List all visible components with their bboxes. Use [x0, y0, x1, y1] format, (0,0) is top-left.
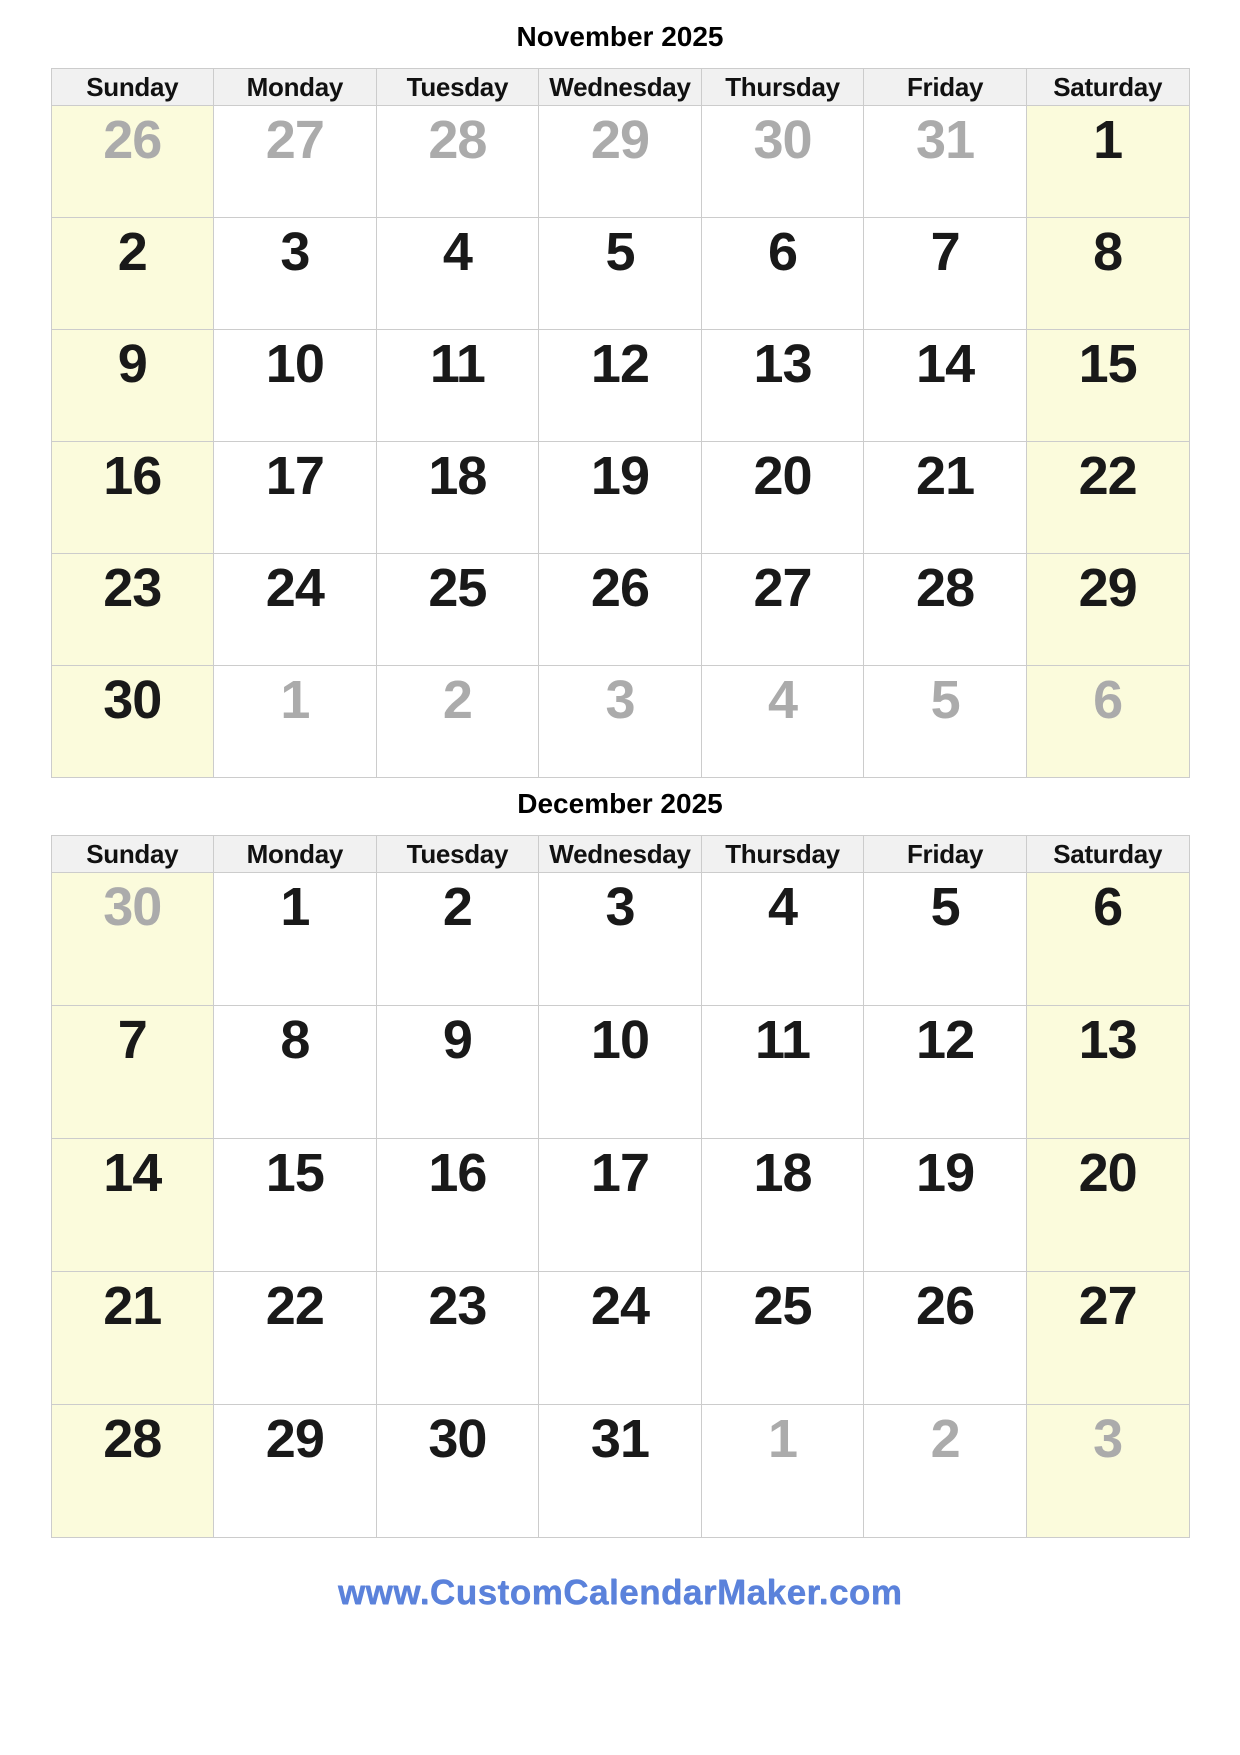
date-cell: 8 — [1026, 218, 1189, 330]
date-cell: 30 — [51, 873, 214, 1006]
date-cell: 14 — [864, 330, 1027, 442]
date-cell: 30 — [51, 666, 214, 778]
date-cell: 6 — [1026, 873, 1189, 1006]
date-cell: 7 — [864, 218, 1027, 330]
date-cell: 24 — [539, 1272, 702, 1405]
day-header-monday: Monday — [214, 69, 377, 106]
date-cell: 22 — [1026, 442, 1189, 554]
day-header-row — [51, 69, 1189, 106]
month-title-december: December 2025 — [517, 788, 723, 819]
date-cell: 4 — [376, 218, 539, 330]
date-cell: 3 — [539, 873, 702, 1006]
day-header-tuesday: Tuesday — [376, 836, 539, 873]
date-cell: 11 — [376, 330, 539, 442]
date-cell: 1 — [701, 1405, 864, 1538]
week-row — [51, 442, 1189, 554]
date-cell: 30 — [376, 1405, 539, 1538]
week-row — [51, 1139, 1189, 1272]
day-header-friday: Friday — [864, 836, 1027, 873]
date-cell: 10 — [539, 1006, 702, 1139]
date-cell: 19 — [864, 1139, 1027, 1272]
date-cell: 1 — [214, 666, 377, 778]
date-cell: 16 — [51, 442, 214, 554]
date-cell: 11 — [701, 1006, 864, 1139]
week-row — [51, 873, 1189, 1006]
date-cell: 18 — [376, 442, 539, 554]
date-cell: 17 — [539, 1139, 702, 1272]
day-header-monday: Monday — [214, 836, 377, 873]
week-row — [51, 330, 1189, 442]
date-cell: 4 — [701, 666, 864, 778]
date-cell: 21 — [864, 442, 1027, 554]
date-cell: 16 — [376, 1139, 539, 1272]
date-cell: 15 — [1026, 330, 1189, 442]
date-cell: 6 — [1026, 666, 1189, 778]
date-cell: 20 — [701, 442, 864, 554]
date-cell: 26 — [539, 554, 702, 666]
date-cell: 3 — [214, 218, 377, 330]
date-cell: 5 — [539, 218, 702, 330]
date-cell: 23 — [376, 1272, 539, 1405]
date-cell: 2 — [51, 218, 214, 330]
week-row — [51, 1272, 1189, 1405]
date-cell: 2 — [864, 1405, 1027, 1538]
day-header-friday: Friday — [864, 69, 1027, 106]
december-calendar — [0, 778, 1240, 1538]
date-cell: 15 — [214, 1139, 377, 1272]
date-cell: 7 — [51, 1006, 214, 1139]
date-cell: 31 — [864, 106, 1027, 218]
date-cell: 13 — [1026, 1006, 1189, 1139]
day-header-tuesday: Tuesday — [376, 69, 539, 106]
date-cell: 12 — [864, 1006, 1027, 1139]
week-row — [51, 554, 1189, 666]
date-cell: 10 — [214, 330, 377, 442]
date-cell: 22 — [214, 1272, 377, 1405]
day-header-sunday: Sunday — [51, 836, 214, 873]
date-cell: 20 — [1026, 1139, 1189, 1272]
date-cell: 24 — [214, 554, 377, 666]
day-header-sunday: Sunday — [51, 69, 214, 106]
date-cell: 18 — [701, 1139, 864, 1272]
date-cell: 8 — [214, 1006, 377, 1139]
date-cell: 29 — [539, 106, 702, 218]
date-cell: 27 — [1026, 1272, 1189, 1405]
date-cell: 25 — [701, 1272, 864, 1405]
date-cell: 26 — [51, 106, 214, 218]
date-cell: 27 — [214, 106, 377, 218]
date-cell: 5 — [864, 873, 1027, 1006]
date-cell: 27 — [701, 554, 864, 666]
date-cell: 4 — [701, 873, 864, 1006]
date-cell: 6 — [701, 218, 864, 330]
date-cell: 30 — [701, 106, 864, 218]
week-row — [51, 1006, 1189, 1139]
december-month-grid — [51, 835, 1190, 1538]
date-cell: 2 — [376, 873, 539, 1006]
date-cell: 23 — [51, 554, 214, 666]
date-cell: 2 — [376, 666, 539, 778]
date-cell: 29 — [214, 1405, 377, 1538]
week-row — [51, 1405, 1189, 1538]
date-cell: 1 — [1026, 106, 1189, 218]
month-title-november: November 2025 — [516, 21, 724, 52]
date-cell: 14 — [51, 1139, 214, 1272]
date-cell: 17 — [214, 442, 377, 554]
date-cell: 28 — [51, 1405, 214, 1538]
date-cell: 21 — [51, 1272, 214, 1405]
date-cell: 3 — [1026, 1405, 1189, 1538]
november-month-grid — [51, 68, 1190, 778]
day-header-wednesday: Wednesday — [539, 836, 702, 873]
week-row — [51, 218, 1189, 330]
date-cell: 1 — [214, 873, 377, 1006]
date-cell: 9 — [51, 330, 214, 442]
site-link[interactable]: www.CustomCalendarMaker.com — [337, 1573, 903, 1612]
day-header-thursday: Thursday — [701, 69, 864, 106]
november-calendar — [0, 0, 1240, 778]
date-cell: 28 — [864, 554, 1027, 666]
day-header-thursday: Thursday — [701, 836, 864, 873]
date-cell: 13 — [701, 330, 864, 442]
date-cell: 28 — [376, 106, 539, 218]
date-cell: 26 — [864, 1272, 1027, 1405]
day-header-saturday: Saturday — [1026, 836, 1189, 873]
week-row — [51, 106, 1189, 218]
date-cell: 25 — [376, 554, 539, 666]
week-row — [51, 666, 1189, 778]
date-cell: 9 — [376, 1006, 539, 1139]
date-cell: 31 — [539, 1405, 702, 1538]
date-cell: 3 — [539, 666, 702, 778]
date-cell: 12 — [539, 330, 702, 442]
date-cell: 5 — [864, 666, 1027, 778]
date-cell: 19 — [539, 442, 702, 554]
date-cell: 29 — [1026, 554, 1189, 666]
day-header-wednesday: Wednesday — [539, 69, 702, 106]
day-header-row — [51, 836, 1189, 873]
day-header-saturday: Saturday — [1026, 69, 1189, 106]
